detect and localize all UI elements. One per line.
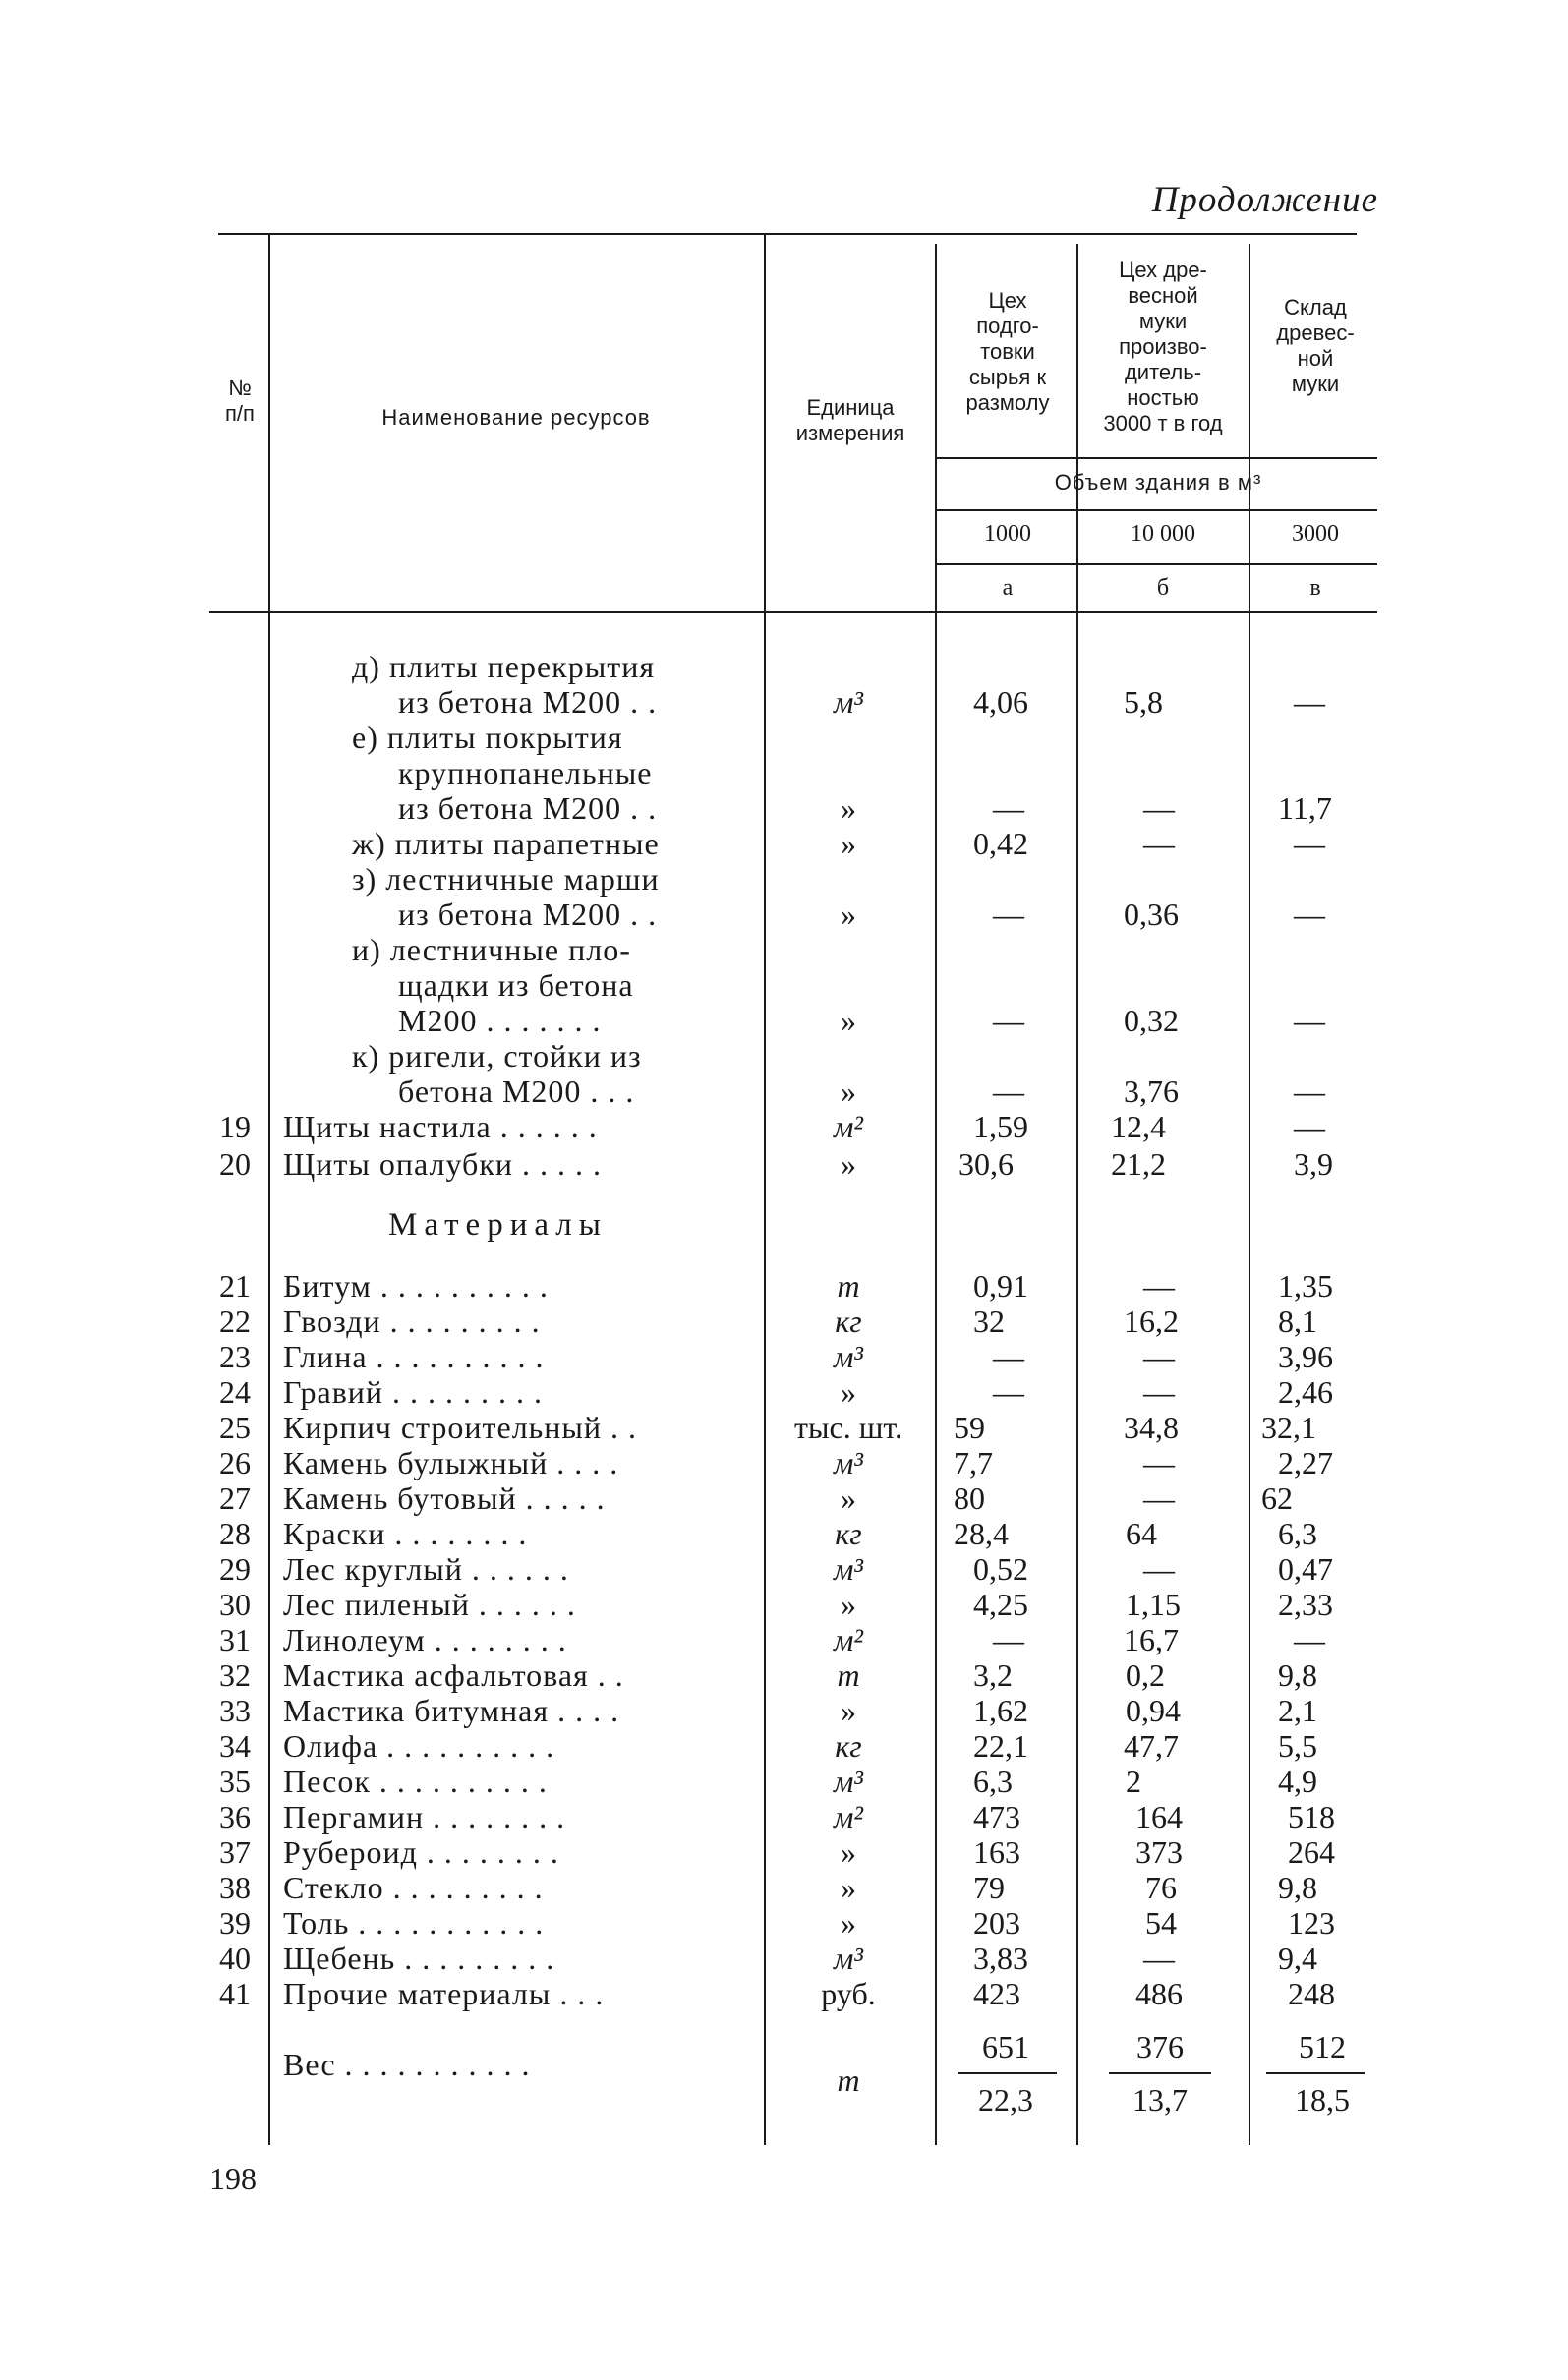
item-name: Щиты опалубки . . . . .: [283, 1146, 602, 1182]
value-c: 248: [1288, 1976, 1335, 2011]
table-row: [0, 1764, 1568, 1799]
weight-unit: т: [837, 2062, 860, 2098]
table-row: [0, 1551, 1568, 1587]
item-name: М200 . . . . . . .: [398, 1003, 602, 1038]
value-a: 79: [973, 1870, 1005, 1905]
volume-a: 1000: [984, 521, 1031, 547]
item-unit: м³: [833, 1551, 863, 1587]
table-row: [0, 1799, 1568, 1834]
table-row: [0, 720, 1568, 755]
table-row: [0, 1905, 1568, 1941]
value-b: 0,94: [1126, 1693, 1181, 1728]
row-number: 35: [219, 1764, 251, 1799]
row-number: 40: [219, 1941, 251, 1976]
item-unit: руб.: [821, 1976, 876, 2011]
item-name: Щебень . . . . . . . . .: [283, 1941, 555, 1976]
header-unit: Единица измерения: [795, 395, 905, 445]
item-unit: м³: [833, 1941, 863, 1976]
item-unit: »: [841, 1693, 856, 1728]
letter-top-rule: [937, 563, 1377, 565]
item-unit: м³: [833, 1445, 863, 1480]
weight-name: Вес . . . . . . . . . . .: [283, 2047, 531, 2082]
item-unit: »: [841, 1905, 856, 1941]
row-number: 23: [219, 1339, 251, 1374]
item-name: Глина . . . . . . . . . .: [283, 1339, 545, 1374]
value-a: —: [993, 1003, 1024, 1038]
value-a: 3,2: [973, 1657, 1013, 1693]
row-number: 26: [219, 1445, 251, 1480]
table-row: [0, 649, 1568, 684]
item-name: Стекло . . . . . . . . .: [283, 1870, 544, 1905]
letter-c: в: [1309, 575, 1321, 601]
item-name: Камень бутовый . . . . .: [283, 1480, 606, 1516]
item-unit: т: [837, 1268, 860, 1304]
table-row: [0, 1834, 1568, 1870]
value-b: 0,36: [1124, 897, 1179, 932]
header-name: Наименование ресурсов: [381, 405, 651, 430]
weight-c-den: 18,5: [1295, 2082, 1350, 2118]
row-number: 32: [219, 1657, 251, 1693]
page-caption: Продолжение: [1151, 180, 1378, 220]
value-a: 1,59: [973, 1109, 1028, 1144]
value-a: 32: [973, 1304, 1005, 1339]
table-row: [0, 755, 1568, 790]
value-c: 62: [1261, 1480, 1293, 1516]
item-name: Олифа . . . . . . . . . .: [283, 1728, 555, 1764]
table-row: [0, 1304, 1568, 1339]
item-name: Мастика асфальтовая . .: [283, 1657, 624, 1693]
value-c: 3,96: [1278, 1339, 1333, 1374]
value-b: 2: [1126, 1764, 1141, 1799]
item-unit: »: [841, 897, 856, 932]
value-b: —: [1143, 1941, 1175, 1976]
value-a: —: [993, 1339, 1024, 1374]
value-b: 21,2: [1111, 1146, 1166, 1182]
item-unit: »: [841, 1374, 856, 1410]
weight-a-rule: [958, 2072, 1057, 2074]
value-a: —: [993, 1074, 1024, 1109]
item-name: Камень булыжный . . . .: [283, 1445, 619, 1480]
item-name: Мастика битумная . . . .: [283, 1693, 620, 1728]
row-number: 21: [219, 1268, 251, 1304]
value-c: —: [1294, 684, 1325, 720]
row-number: 34: [219, 1728, 251, 1764]
value-c: 264: [1288, 1834, 1335, 1870]
table-row: [0, 897, 1568, 932]
value-a: 163: [973, 1834, 1020, 1870]
table-row: [0, 1587, 1568, 1622]
value-c: 0,47: [1278, 1551, 1333, 1587]
table-row: [0, 1268, 1568, 1304]
item-name: е) плиты покрытия: [352, 720, 623, 755]
value-b: 0,32: [1124, 1003, 1179, 1038]
item-unit: »: [841, 1074, 856, 1109]
table-row: [0, 967, 1568, 1003]
value-c: —: [1294, 1109, 1325, 1144]
value-b: —: [1143, 790, 1175, 826]
item-unit: тыс. шт.: [794, 1410, 902, 1445]
weight-b-num: 376: [1136, 2029, 1184, 2064]
value-a: —: [993, 1622, 1024, 1657]
value-a: —: [993, 790, 1024, 826]
item-unit: м³: [833, 1339, 863, 1374]
value-a: 423: [973, 1976, 1020, 2011]
weight-c-rule: [1266, 2072, 1365, 2074]
header-num: № п/п: [225, 376, 255, 426]
table-row: [0, 1445, 1568, 1480]
row-number: 28: [219, 1516, 251, 1551]
item-unit: м²: [833, 1622, 863, 1657]
item-name: крупнопанельные: [398, 755, 653, 790]
table-row: [0, 1410, 1568, 1445]
row-number: 38: [219, 1870, 251, 1905]
value-b: —: [1143, 1339, 1175, 1374]
item-name: д) плиты перекрытия: [352, 649, 656, 684]
row-number: 20: [219, 1146, 251, 1182]
value-a: 473: [973, 1799, 1020, 1834]
item-name: Краски . . . . . . . .: [283, 1516, 528, 1551]
value-b: 3,76: [1124, 1074, 1179, 1109]
row-number: 37: [219, 1834, 251, 1870]
value-a: 0,52: [973, 1551, 1028, 1587]
value-c: 2,46: [1278, 1374, 1333, 1410]
table-row: [0, 1693, 1568, 1728]
row-number: 24: [219, 1374, 251, 1410]
section-title: Материалы: [388, 1207, 608, 1243]
item-name: из бетона М200 . .: [398, 684, 658, 720]
item-name: з) лестничные марши: [352, 861, 660, 897]
value-c: 518: [1288, 1799, 1335, 1834]
value-b: 12,4: [1111, 1109, 1166, 1144]
row-number: 19: [219, 1109, 251, 1144]
row-number: 36: [219, 1799, 251, 1834]
table-row: [0, 1374, 1568, 1410]
value-b: 16,2: [1124, 1304, 1179, 1339]
row-number: 41: [219, 1976, 251, 2011]
value-c: —: [1294, 1622, 1325, 1657]
value-a: —: [993, 897, 1024, 932]
item-name: Гравий . . . . . . . . .: [283, 1374, 544, 1410]
value-c: 3,9: [1294, 1146, 1333, 1182]
value-b: 76: [1145, 1870, 1177, 1905]
item-unit: м³: [833, 684, 863, 720]
value-c: 8,1: [1278, 1304, 1317, 1339]
table-row: [0, 1339, 1568, 1374]
value-a: 0,42: [973, 826, 1028, 861]
row-number: 33: [219, 1693, 251, 1728]
page-number: 198: [209, 2161, 257, 2196]
value-c: 2,1: [1278, 1693, 1317, 1728]
row-number: 31: [219, 1622, 251, 1657]
value-b: 373: [1135, 1834, 1183, 1870]
item-unit: »: [841, 1834, 856, 1870]
header-col-c: Склад древес- ной муки: [1276, 295, 1355, 396]
item-unit: »: [841, 1003, 856, 1038]
item-unit: кг: [835, 1304, 862, 1339]
value-c: 9,8: [1278, 1870, 1317, 1905]
item-name: Кирпич строительный . .: [283, 1410, 638, 1445]
header-top-rule: [218, 233, 1357, 235]
value-b: 164: [1135, 1799, 1183, 1834]
value-a: 4,25: [973, 1587, 1028, 1622]
value-c: 6,3: [1278, 1516, 1317, 1551]
value-a: 203: [973, 1905, 1020, 1941]
weight-c-num: 512: [1299, 2029, 1346, 2064]
value-c: 2,33: [1278, 1587, 1333, 1622]
item-name: Прочие материалы . . .: [283, 1976, 605, 2011]
value-c: 32,1: [1261, 1410, 1316, 1445]
item-name: Битум . . . . . . . . . .: [283, 1268, 549, 1304]
row-number: 27: [219, 1480, 251, 1516]
table-row: [0, 1480, 1568, 1516]
item-name: Толь . . . . . . . . . . .: [283, 1905, 545, 1941]
table-row: [0, 861, 1568, 897]
item-unit: кг: [835, 1516, 862, 1551]
table-row: [0, 1941, 1568, 1976]
item-name: и) лестничные пло-: [352, 932, 631, 967]
table-row: [0, 1003, 1568, 1038]
row-number: 25: [219, 1410, 251, 1445]
value-a: —: [993, 1374, 1024, 1410]
item-unit: м³: [833, 1764, 863, 1799]
value-a: 4,06: [973, 684, 1028, 720]
item-unit: »: [841, 1146, 856, 1182]
value-c: 1,35: [1278, 1268, 1333, 1304]
item-unit: »: [841, 826, 856, 861]
header-bottom-rule: [209, 611, 1377, 613]
item-unit: м²: [833, 1109, 863, 1144]
table-row: [0, 1870, 1568, 1905]
item-name: Щиты настила . . . . . .: [283, 1109, 598, 1144]
table-row: [0, 826, 1568, 861]
volume-c: 3000: [1292, 521, 1339, 547]
weight-a-num: 651: [982, 2029, 1029, 2064]
item-name: из бетона М200 . .: [398, 790, 658, 826]
value-a: 3,83: [973, 1941, 1028, 1976]
value-b: —: [1143, 826, 1175, 861]
value-c: 9,8: [1278, 1657, 1317, 1693]
value-b: —: [1143, 1480, 1175, 1516]
item-unit: »: [841, 1480, 856, 1516]
item-unit: м²: [833, 1799, 863, 1834]
value-c: —: [1294, 1003, 1325, 1038]
table-row: [0, 1728, 1568, 1764]
value-c: —: [1294, 1074, 1325, 1109]
volume-top-rule: [937, 457, 1377, 459]
volume-b: 10 000: [1131, 521, 1195, 547]
value-a: 22,1: [973, 1728, 1028, 1764]
value-b: 16,7: [1124, 1622, 1179, 1657]
row-number: 22: [219, 1304, 251, 1339]
value-b: 47,7: [1124, 1728, 1179, 1764]
letter-b: б: [1156, 575, 1170, 601]
value-c: 4,9: [1278, 1764, 1317, 1799]
item-name: из бетона М200 . .: [398, 897, 658, 932]
item-name: щадки из бетона: [398, 967, 634, 1003]
value-b: 5,8: [1124, 684, 1163, 720]
value-a: 59: [954, 1410, 985, 1445]
value-a: 0,91: [973, 1268, 1028, 1304]
value-a: 7,7: [954, 1445, 993, 1480]
header-col-a: Цех подго- товки сырья к размолу: [965, 288, 1050, 415]
value-c: 5,5: [1278, 1728, 1317, 1764]
item-name: к) ригели, стойки из: [352, 1038, 642, 1074]
item-name: Линолеум . . . . . . . .: [283, 1622, 567, 1657]
value-a: 1,62: [973, 1693, 1028, 1728]
table-row: [0, 1622, 1568, 1657]
volume-bottom-rule: [937, 509, 1377, 511]
value-b: 64: [1126, 1516, 1157, 1551]
table-row: [0, 790, 1568, 826]
value-a: 80: [954, 1480, 985, 1516]
value-b: 34,8: [1124, 1410, 1179, 1445]
value-a: 6,3: [973, 1764, 1013, 1799]
value-b: —: [1143, 1374, 1175, 1410]
volume-label: Объем здания в м³: [1054, 470, 1262, 494]
table-row: [0, 1146, 1568, 1182]
value-b: 1,15: [1126, 1587, 1181, 1622]
item-name: бетона М200 . . .: [398, 1074, 635, 1109]
item-name: ж) плиты парапетные: [352, 826, 660, 861]
table-row: [0, 1516, 1568, 1551]
row-number: 39: [219, 1905, 251, 1941]
item-name: Гвозди . . . . . . . . .: [283, 1304, 541, 1339]
table-row: [0, 684, 1568, 720]
item-unit: »: [841, 790, 856, 826]
item-unit: кг: [835, 1728, 862, 1764]
value-a: 28,4: [954, 1516, 1009, 1551]
item-unit: »: [841, 1870, 856, 1905]
item-name: Рубероид . . . . . . . .: [283, 1834, 559, 1870]
value-b: 486: [1135, 1976, 1183, 2011]
table-row: [0, 1657, 1568, 1693]
value-c: 2,27: [1278, 1445, 1333, 1480]
header-col-b: Цех дре- весной муки произво- дитель- ностью 3000 т в год: [1103, 258, 1223, 435]
table-row: [0, 1109, 1568, 1144]
value-c: 123: [1288, 1905, 1335, 1941]
item-unit: »: [841, 1587, 856, 1622]
row-number: 30: [219, 1587, 251, 1622]
table-row: [0, 1976, 1568, 2011]
value-a: 30,6: [958, 1146, 1014, 1182]
weight-a-den: 22,3: [978, 2082, 1033, 2118]
value-b: 54: [1145, 1905, 1177, 1941]
row-number: 29: [219, 1551, 251, 1587]
value-b: —: [1143, 1445, 1175, 1480]
value-b: —: [1143, 1268, 1175, 1304]
item-unit: т: [837, 1657, 860, 1693]
value-b: 0,2: [1126, 1657, 1165, 1693]
item-name: Лес пиленый . . . . . .: [283, 1587, 576, 1622]
item-name: Песок . . . . . . . . . .: [283, 1764, 548, 1799]
value-c: —: [1294, 897, 1325, 932]
weight-b-rule: [1109, 2072, 1211, 2074]
value-c: —: [1294, 826, 1325, 861]
item-name: Лес круглый . . . . . .: [283, 1551, 569, 1587]
item-name: Пергамин . . . . . . . .: [283, 1799, 566, 1834]
table-row: [0, 932, 1568, 967]
value-b: —: [1143, 1551, 1175, 1587]
value-c: 11,7: [1278, 790, 1332, 826]
letter-a: а: [1002, 575, 1014, 601]
table-row: [0, 1038, 1568, 1074]
weight-b-den: 13,7: [1132, 2082, 1188, 2118]
value-c: 9,4: [1278, 1941, 1317, 1976]
table-row: [0, 1074, 1568, 1109]
